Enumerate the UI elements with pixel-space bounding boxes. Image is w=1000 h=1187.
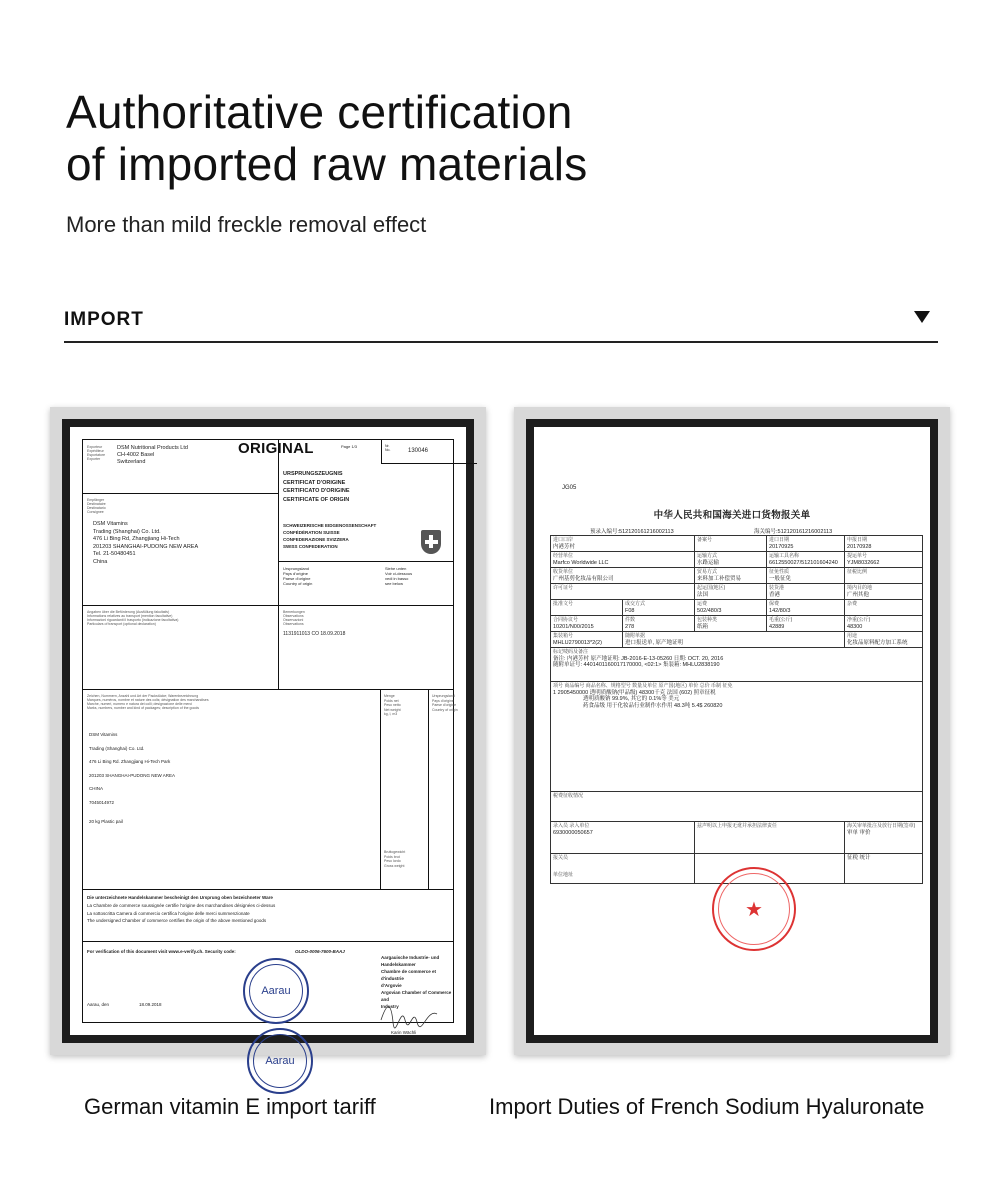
consignee-line: 201203 SHANGHAI-PUDONG NEW AREA (93, 543, 199, 550)
table-row (551, 648, 923, 682)
declaration-line: The undersigned Chamber of commerce certifies the origin of the above mentioned goods (87, 918, 267, 923)
verification-text: For verification of this document visit www.e-verify.ch. Security code: (87, 949, 236, 954)
table-cell: 提运单号 YJM8032662 (845, 552, 923, 568)
goods-line: 7045014972 (89, 799, 115, 805)
declaration-box (83, 890, 453, 942)
country-of-origin-box (279, 562, 453, 606)
table-cell: 运输工具名称 6612550027/512101604240 (767, 552, 845, 568)
observations-caption: Bemerkungen Observations Osservazioni Observations (283, 610, 305, 626)
table-cell: 批准文号 (551, 600, 623, 616)
original-label: ORIGINAL (238, 440, 314, 457)
table-cell: 收货单位 广州基剪化妆品有限公司 (551, 568, 695, 584)
section-label: IMPORT (64, 309, 144, 330)
transport-caption: Angaben über die Beförderung (Ausfüllung fakultativ) Informations relatives au transport (mention facultative) Informazioni riguardanti il trasporto (indicazione facoltativa) Particulars of transport (optional declaration) (87, 610, 179, 626)
table-cell: 保费 142/80/3 (767, 600, 845, 616)
goods-line: 201203 SHANGHAI-PUDONG NEW AREA (89, 772, 176, 778)
table-row (551, 822, 923, 854)
confed-title: SWISS CONFEDERATION (283, 544, 338, 549)
table-cell: 随附单据 进口报送单, 原产地证明 (623, 632, 845, 648)
caption-french-certificate: Import Duties of French Sodium Hyaluronate (489, 1094, 925, 1119)
table-cell: 毛重(公斤) 42889 (767, 616, 845, 632)
declaration-title: 中华人民共和国海关进口货物报关单 (653, 510, 811, 521)
confed-title: SCHWEIZERISCHE EIDGENOSSENSCHAFT (283, 523, 377, 528)
certificate-number: 130046 (408, 448, 429, 454)
consignee-line: DSM Vitamins (93, 521, 128, 527)
table-cell: 起运国(地区) 法国 (695, 584, 767, 600)
customs-declaration (534, 427, 930, 1035)
cert-title: CERTIFICAT D'ORIGINE (283, 479, 346, 486)
frame-inner (526, 419, 938, 1043)
issue-date: 18.09.2018 (139, 1002, 162, 1007)
table-cell: 杂费 (845, 600, 923, 616)
title-line-1: Authoritative certification (66, 86, 573, 138)
company-red-stamp (712, 867, 796, 951)
declaration-table (550, 535, 923, 884)
declaration-lines (87, 902, 275, 925)
aarau-stamp-1 (247, 1028, 313, 1094)
table-cell: 件数 278 (623, 616, 695, 632)
consignee-line: 476 Li Bing Rd, Zhangjiang Hi-Tech (93, 536, 180, 542)
stamp-text: Aarau (261, 985, 291, 997)
signatory-name: Karin Wächli (391, 1030, 417, 1035)
table-cell: 用途 化妆品原料配方加工系统 (845, 632, 923, 648)
transport-box (83, 606, 279, 690)
goods-caption: Zeichen, Nummern, Anzahl und Art der Packstücke; Warenbezeichnung Marques, numéros, nombre et nature des colis; désignation des marchandises Marche, numeri, numero e natura dei colli; designazione delle merci Marks, numbers, number and kind of packages; description of the goods (87, 694, 209, 710)
security-code: OLDO-0006-7600-BAAJ (295, 949, 345, 954)
chamber-line: d'Argovie (381, 983, 402, 988)
certificate-frame-chinese (514, 407, 950, 1055)
goods-line: 20 kg Plastic pail (89, 819, 123, 824)
certificate-title-box (279, 464, 453, 562)
certificate-of-origin (82, 439, 458, 1067)
aarau-stamp-2 (243, 958, 309, 1024)
table-row (551, 536, 923, 552)
table-row (551, 552, 923, 568)
goods-line: 476 Li Bing Rd. Zhangjiang Hi-Tech Park (89, 759, 171, 764)
certificate-frame-german (50, 407, 486, 1067)
cert-title: CERTIFICATO D'ORIGINE (283, 488, 350, 494)
quantity-caption: Menge Poids net Peso netto Net weight kg, l, m3 (384, 694, 401, 716)
gross-weight-caption: Bruttogewicht Poids brut Peso lordo Gross weight (384, 850, 406, 868)
table-cell: 许可证号 (551, 584, 695, 600)
table-cell: 包装种类 纸箱 (695, 616, 767, 632)
consignee-line: Trading (Shanghai) Co. Ltd. (93, 528, 161, 535)
prerecord-number: 预录入编号:512120161216002113 (590, 529, 674, 535)
certificate-titles (283, 470, 350, 504)
table-cell: 录入员 录入单位 6930000050657 (551, 822, 695, 854)
declaration-de: Die unterzeichnete Handelskammer bescheinigt den Ursprung oben bezeichneter Ware (87, 895, 273, 900)
table-row (551, 600, 923, 616)
title-line-2: of imported raw materials (66, 138, 588, 190)
table-cell: 境内目的地 广州其他 (845, 584, 923, 600)
cert-title: CERTIFICATE OF ORIGIN (283, 496, 350, 503)
consignee-box (83, 494, 279, 606)
confed-title: CONFÉDÉRATION SUISSE (283, 530, 340, 535)
goods-line: CHINA (89, 786, 104, 791)
star-icon: ★ (745, 898, 763, 921)
subtitle: More than mild freckle removal effect (66, 212, 427, 237)
page-title (66, 86, 587, 190)
declaration-paper (534, 427, 930, 1035)
exporter-line: CH-4002 Basel (117, 452, 155, 458)
tax-cell: 税费征收情况 (551, 792, 923, 822)
stamp-text: Aarau (265, 1055, 295, 1067)
table-cell: 装货港 香港 (767, 584, 845, 600)
table-cell: 进口日期 20170925 (767, 536, 845, 552)
frame-inner (62, 419, 474, 1067)
exporter-line: DSM Nutritional Products Ltd (117, 445, 188, 451)
consignee-line: Tel. 21-50480451 (93, 551, 136, 557)
chamber-line: Industry (381, 1004, 399, 1009)
confed-title: CONFEDERAZIONE SVIZZERA (283, 537, 349, 542)
swiss-cross-icon (421, 530, 441, 554)
consignee-lines (93, 521, 198, 566)
triangle-down-icon[interactable] (914, 311, 930, 323)
table-cell: 海关审单批注及放行日期(签章) 审单 审价 (845, 822, 923, 854)
table-row (551, 682, 923, 792)
goods-lines (89, 728, 175, 829)
table-cell: 征税比例 (845, 568, 923, 584)
confederation-titles (283, 522, 376, 550)
observations-value: 1131911013 CO 18.09.2018 (283, 631, 346, 637)
page-label: Page 1/3 (341, 444, 358, 449)
table-cell: 运费 502/480/3 (695, 600, 767, 616)
table-cell: 成交方式 F08 (623, 600, 695, 616)
quantity-box (381, 690, 429, 890)
table-row (551, 584, 923, 600)
origin-country-caption: Ursprungsland Pays d'origine Paese d'origine Country of origin (283, 566, 313, 586)
number-box (381, 440, 477, 464)
table-cell: 净重(公斤) 48300 (845, 616, 923, 632)
table-cell: 报关员 单位地址 (551, 854, 695, 884)
certificate-paper (70, 427, 466, 1067)
table-cell: 贸易方式 来料加工补偿贸易 (695, 568, 767, 584)
table-row (551, 616, 923, 632)
cert-title: URSPRUNGSZEUGNIS (283, 471, 343, 477)
goods-line: Trading (Shanghai) Co. Ltd. (89, 745, 145, 751)
consignee-line: China (93, 558, 108, 565)
caption-german-certificate: German vitamin E import tariff (84, 1094, 376, 1119)
table-cell: 备案号 (695, 536, 767, 552)
customs-number: 海关编号:512120161216002113 (754, 529, 833, 535)
table-cell: 运输方式 水路运输 (695, 552, 767, 568)
chamber-line: Handelskammer (381, 962, 416, 967)
table-cell: 合同协议号 10201/N00/2015 (551, 616, 623, 632)
table-row (551, 632, 923, 648)
import-section-header[interactable] (64, 305, 938, 343)
origin-country-value: Siehe unten Voir ci-dessous vedi in basso see below (385, 566, 413, 586)
declaration-line: La sottoscritta Camera di commercio certifica l'origine delle merci summenzionate (87, 910, 250, 916)
chamber-line: Aargauische Industrie- und (381, 955, 440, 960)
table-row (551, 792, 923, 822)
table-cell: 兹声明以上申报无讹并承担法律责任 (695, 822, 845, 854)
table-cell: 经营单位 Marfco Worldwide LLC (551, 552, 695, 568)
observations-box (279, 606, 453, 690)
declaration-line: La Chambre de commerce soussignée certifie l'origine des marchandises désignées ci-dessus (87, 903, 276, 908)
remarks-cell: 标记唛码及备注 备注: 内港芳村 原产地证明: JB-2016-E-13-05260 日期: OCT. 20, 2016 随附单证号: 4401401160017170000, <02:1> 集装箱: MHLU2838190 (551, 648, 923, 682)
origin-column-caption: Ursprungsland Pays d'origine Paese d'origine Country of origin (432, 694, 458, 712)
goods-line: DSM Vitamins (89, 732, 118, 737)
exporter-caption: Exporteur Expéditeur Esportatore Exporter (87, 445, 106, 461)
signature (379, 1000, 439, 1026)
origin-column-box (429, 690, 458, 890)
place: Aarau, den (87, 1002, 110, 1007)
table-cell: 集装箱号 MHLU2790013*2(2) (551, 632, 623, 648)
exporter-line: Switzerland (117, 459, 146, 465)
table-cell: 征免性质 一般征免 (767, 568, 845, 584)
number-caption: Nr. No. (385, 444, 391, 452)
table-cell: 申报日期 20170928 (845, 536, 923, 552)
table-cell: 进口口岸 内港芳村 (551, 536, 695, 552)
consignee-caption: Empfänger Destinataire Destinatario Consignee (87, 498, 106, 514)
goods-cell: 项号 商品编号 商品名称、规格型号 数量及单位 原产国(地区) 单价 总价 币制 征免 1 2905450000 透明质酸钠(甲品级) 48300千克 法国 (602) 照章征税 透明质酸钠 99.9%, 其它的 0.1%等 美元 药食品级 用于化妆品行业制作水作用 48.3吨 5.4$ 260820 (551, 682, 923, 792)
form-code: JG05 (562, 485, 577, 491)
chamber-line: Argovian Chamber of Commerce and (381, 990, 452, 1002)
table-cell: 征税 统计 (845, 854, 923, 884)
table-row (551, 568, 923, 584)
chamber-line: Chambre de commerce et d'industrie (381, 969, 437, 981)
exporter-lines (117, 445, 188, 466)
